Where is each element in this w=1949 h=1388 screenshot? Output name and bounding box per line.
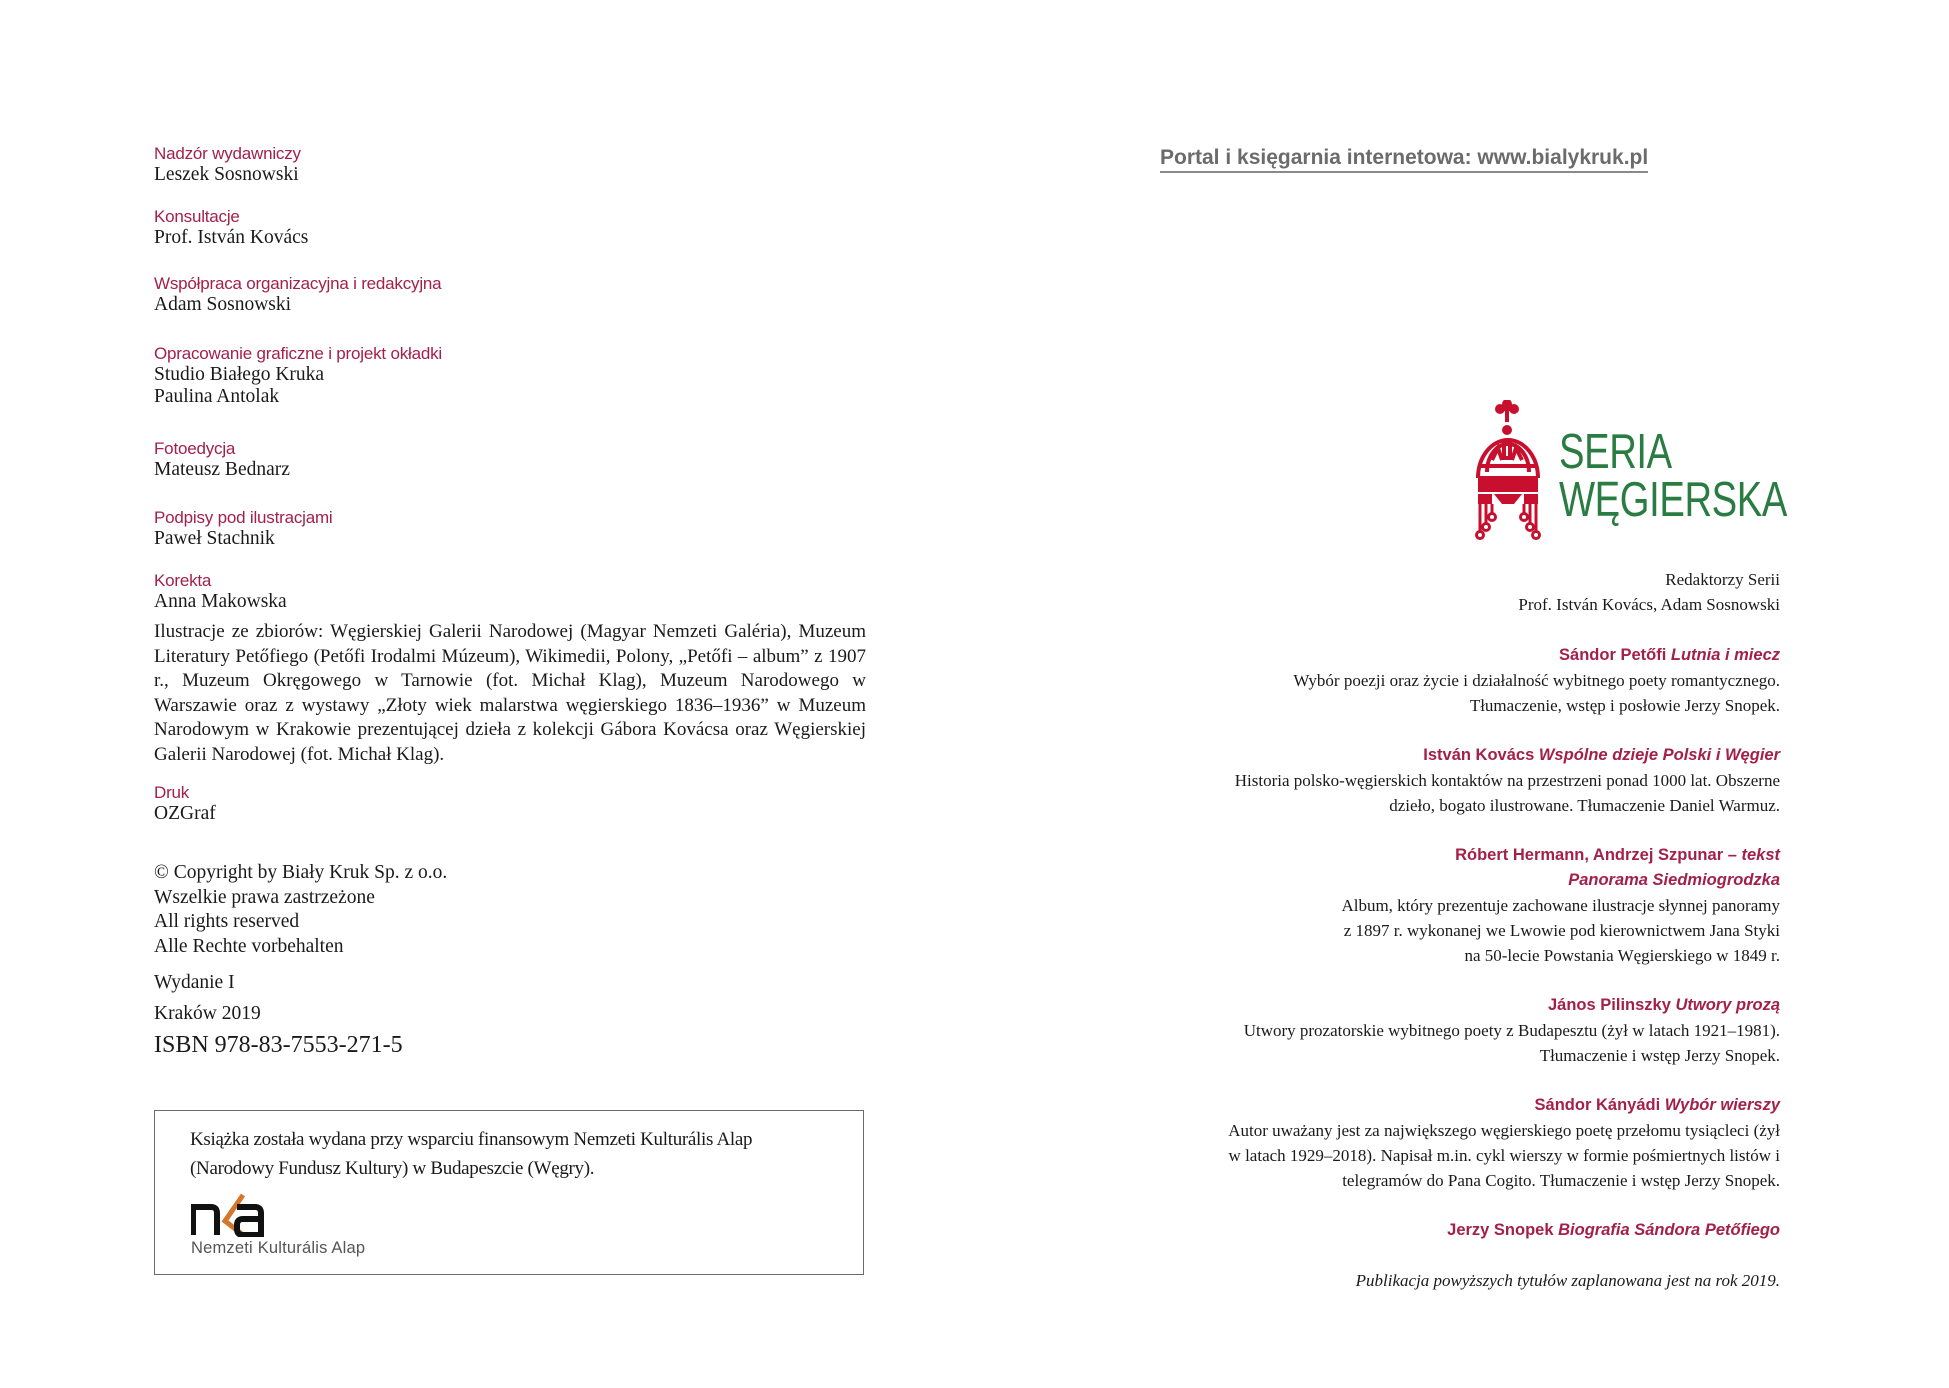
portal-link[interactable]: Portal i księgarnia internetowa: www.bialykruk.pl (1160, 146, 1648, 173)
series-logo-text (1559, 425, 1787, 527)
credit-label: Druk (154, 783, 190, 802)
credit-block (154, 570, 287, 613)
book-entry (1160, 843, 1780, 968)
credit-value: Adam Sosnowski (154, 294, 292, 315)
book-title: Wspólne dzieje Polski i Węgier (1538, 746, 1780, 764)
illustrations-sources: Ilustracje ze zbiorów: Węgierskiej Galerii Narodowej (Magyar Nemzeti Galéria), Muzeum Literatury Petőfiego (Petőfi Irodalmi Múzeum), Wikimedii, Polony, „Petőfi – album” z 1907 r., Muzeum Okręgowego w Tarnowie (fot. Michał Klag), Muzeum Narodowego w Warszawie oraz z wystawy „Złoty wiek malarstwa węgierskiego 1836–1936” w Muzeum Narodowym w Krakowie prezentującej dzieła z kolekcji Gábora Kovácsa oraz Węgierskiej Galerii Narodowej (fot. Michał Klag). (154, 621, 866, 765)
copyright-line: Alle Rechte vorbehalten (154, 935, 344, 957)
book-entry (1160, 993, 1780, 1068)
credit-block (154, 343, 442, 408)
book-title-line2-wrap (1160, 868, 1780, 893)
book-author: Róbert Hermann, Andrzej Szpunar – (1455, 846, 1737, 864)
book-heading (1160, 743, 1780, 768)
credit-value: Paulina Antolak (154, 386, 280, 407)
copyright-line: Wszelkie prawa zastrzeżone (154, 886, 375, 908)
book-desc-line: Tłumaczenie, wstęp i posłowie Jerzy Snopek. (1469, 696, 1780, 715)
credit-value: Paweł Stachnik (154, 528, 275, 549)
book-title: Wybór wierszy (1664, 1096, 1780, 1114)
credit-value: Anna Makowska (154, 591, 287, 612)
credit-block (154, 273, 441, 316)
book-entry (1160, 643, 1780, 718)
book-author: Jerzy Snopek (1447, 1221, 1554, 1239)
nka-logo (191, 1193, 431, 1258)
series-editors-label: Redaktorzy Serii (1665, 570, 1780, 589)
book-author: Sándor Kányádi (1534, 1096, 1661, 1114)
book-heading (1160, 993, 1780, 1018)
copyright-line: © Copyright by Biały Kruk Sp. z o.o. (154, 862, 448, 883)
book-desc-line: telegramów do Pana Cogito. Tłumaczenie i wstęp Jerzy Snopek. (1342, 1171, 1780, 1190)
book-desc-line: Wybór poezji oraz życie i działalność wybitnego poety romantycznego. (1293, 671, 1780, 690)
book-heading (1160, 1218, 1780, 1243)
credit-label: Podpisy pod ilustracjami (154, 508, 333, 527)
credit-value: Leszek Sosnowski (154, 164, 299, 185)
book-desc-line: Historia polsko-węgierskich kontaktów na przestrzeni ponad 1000 lat. Obszerne (1234, 771, 1780, 790)
nka-logo-mark-icon (191, 1193, 281, 1237)
publication-note: Publikacja powyższych tytułów zaplanowana jest na rok 2019. (1355, 1271, 1780, 1290)
series-editors-names: Prof. István Kovács, Adam Sosnowski (1518, 595, 1780, 614)
credit-block (154, 507, 333, 550)
book-desc-line: na 50-lecie Powstania Węgierskiego w 1849 r. (1464, 946, 1780, 965)
credit-label: Fotoedycja (154, 439, 236, 458)
book-entry (1160, 743, 1780, 818)
book-heading (1160, 643, 1780, 668)
book-heading (1160, 1093, 1780, 1118)
book-author: Sándor Petőfi (1559, 646, 1667, 664)
series-list (1160, 567, 1780, 1293)
funding-box (154, 1110, 864, 1275)
book-title: Panorama Siedmiogrodzka (1568, 871, 1780, 889)
credit-block (154, 438, 290, 481)
city-year: Kraków 2019 (154, 1003, 261, 1024)
series-logo-line1: SERIA (1559, 425, 1672, 479)
edition: Wydanie I (154, 972, 235, 993)
series-logo (1474, 400, 1787, 542)
dome-crown-icon (1474, 400, 1554, 542)
copyright-line: All rights reserved (154, 911, 300, 932)
credit-label: Współpraca organizacyjna i redakcyjna (154, 274, 442, 293)
credit-label: Konsultacje (154, 207, 240, 226)
book-title-suffix: tekst (1741, 846, 1780, 864)
book-title: Lutnia i miecz (1670, 646, 1780, 664)
credit-label: Nadzór wydawniczy (154, 144, 301, 163)
isbn: ISBN 978-83-7553-271-5 (154, 1032, 403, 1058)
book-desc-line: dzieło, bogato ilustrowane. Tłumaczenie Daniel Warmuz. (1389, 796, 1780, 815)
series-logo-line2: WĘGIERSKA (1559, 473, 1787, 527)
book-title: Biografia Sándora Petőfiego (1558, 1221, 1780, 1239)
copyright-block (154, 861, 447, 959)
credit-label: Opracowanie graficzne i projekt okładki (154, 344, 442, 363)
credit-value: Studio Białego Kruka (154, 364, 325, 385)
print-credit (154, 782, 216, 825)
book-author: István Kovács (1423, 746, 1535, 764)
book-author: János Pilinszky (1548, 996, 1671, 1014)
credit-value: Mateusz Bednarz (154, 459, 290, 480)
book-title: Utwory prozą (1675, 996, 1780, 1014)
book-entry (1160, 1093, 1780, 1193)
book-desc-line: Tłumaczenie i wstęp Jerzy Snopek. (1539, 1046, 1780, 1065)
book-desc-line: w latach 1929–2018). Napisał m.in. cykl wierszy w formie pośmiertnych listów i (1228, 1146, 1780, 1165)
book-desc-line: Album, który prezentuje zachowane ilustracje słynnej panoramy (1341, 896, 1780, 915)
credit-block (154, 143, 301, 186)
credit-value: Prof. István Kovács (154, 227, 309, 248)
nka-name: Nemzeti Kulturális Alap (191, 1239, 366, 1257)
funding-text: Książka została wydana przy wsparciu finansowym Nemzeti Kulturális Alap (Narodowy Fundusz Kultury) w Budapeszcie (Węgry). (190, 1129, 753, 1179)
credit-block (154, 206, 308, 249)
book-desc-line: Utwory prozatorskie wybitnego poety z Budapesztu (żył w latach 1921–1981). (1243, 1021, 1780, 1040)
credit-value: OZGraf (154, 803, 216, 824)
book-desc-line: z 1897 r. wykonanej we Lwowie pod kierownictwem Jana Styki (1343, 921, 1780, 940)
credit-label: Korekta (154, 571, 212, 590)
book-desc-line: Autor uważany jest za największego węgierskiego poetę przełomu tysiącleci (żył (1228, 1121, 1780, 1140)
book-heading (1160, 843, 1780, 868)
book-entry (1160, 1218, 1780, 1243)
